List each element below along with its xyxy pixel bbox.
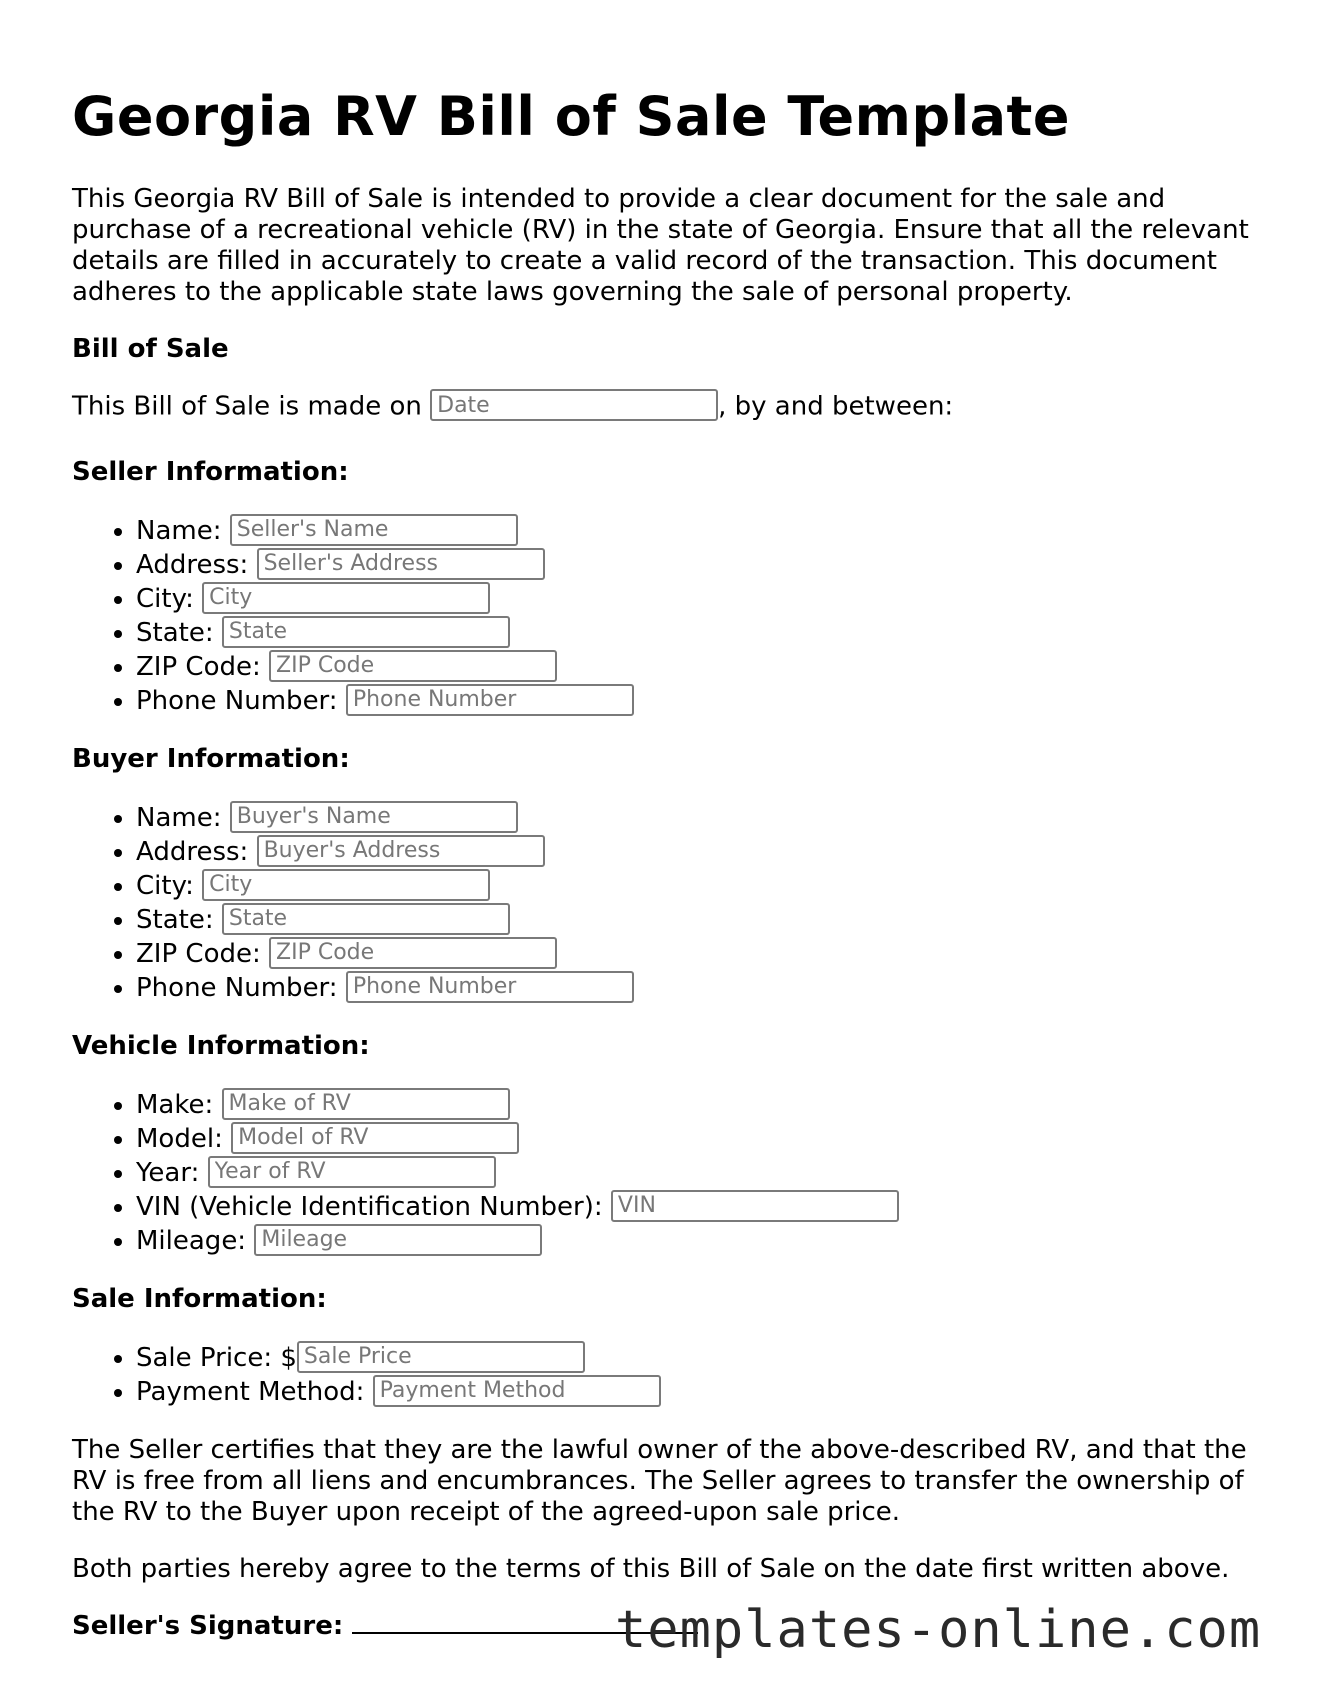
vehicle-model-item	[136, 1122, 1252, 1156]
buyer-city-item	[136, 869, 1252, 903]
made-on-text: This Bill of Sale is made on	[72, 391, 431, 422]
vehicle-make-item	[136, 1088, 1252, 1122]
watermark-text: templates-online.com	[615, 1600, 1262, 1660]
vehicle-year-item	[136, 1156, 1252, 1190]
field-label: Name:	[136, 803, 222, 834]
buyer-city-input[interactable]	[202, 869, 490, 901]
field-label: ZIP Code:	[136, 939, 261, 970]
seller-zip-input[interactable]	[269, 650, 557, 682]
field-label: Address:	[136, 550, 249, 581]
seller-address-item	[136, 548, 1252, 582]
field-label: City:	[136, 584, 194, 615]
seller-address-input[interactable]	[257, 548, 545, 580]
sale-fields-list	[72, 1341, 1252, 1409]
buyer-address-input[interactable]	[257, 835, 545, 867]
sale-price-input[interactable]	[297, 1341, 585, 1373]
field-label: Phone Number:	[136, 686, 338, 717]
seller-phone-item	[136, 684, 1252, 718]
buyer-zip-item	[136, 937, 1252, 971]
page-title: Georgia RV Bill of Sale Template	[72, 85, 1070, 148]
seller-state-input[interactable]	[222, 616, 510, 648]
seller-phone-input[interactable]	[346, 684, 634, 716]
field-label: Year:	[136, 1158, 200, 1189]
vehicle-vin-input[interactable]	[611, 1190, 899, 1222]
buyer-state-item	[136, 903, 1252, 937]
field-label: Make:	[136, 1090, 214, 1121]
field-label: ZIP Code:	[136, 652, 261, 683]
field-label: State:	[136, 905, 214, 936]
seller-city-input[interactable]	[202, 582, 490, 614]
vehicle-mileage-item	[136, 1224, 1252, 1258]
buyer-phone-item	[136, 971, 1252, 1005]
field-label: City:	[136, 871, 194, 902]
field-label: Address:	[136, 837, 249, 868]
field-label: State:	[136, 618, 214, 649]
vehicle-mileage-input[interactable]	[254, 1224, 542, 1256]
seller-fields-list	[72, 514, 1252, 718]
date-input[interactable]	[430, 389, 718, 421]
agreement-paragraph: Both parties hereby agree to the terms of this Bill of Sale on the date first written above.	[72, 1554, 1230, 1585]
buyer-zip-input[interactable]	[269, 937, 557, 969]
sale-price-item	[136, 1341, 1252, 1375]
sale-info-heading: Sale Information:	[72, 1284, 327, 1315]
vehicle-info-heading: Vehicle Information:	[72, 1031, 370, 1062]
buyer-name-item	[136, 801, 1252, 835]
seller-zip-item	[136, 650, 1252, 684]
field-label: Sale Price: $	[136, 1343, 297, 1374]
buyer-name-input[interactable]	[230, 801, 518, 833]
seller-signature-label: Seller's Signature:	[72, 1611, 344, 1642]
seller-city-item	[136, 582, 1252, 616]
certification-paragraph: The Seller certifies that they are the lawful owner of the above-described RV, and that the RV is free from all liens and encumbrances. The Seller agrees to transfer the ownership of the RV to the Buyer upon receipt of the agreed-upon sale price.	[72, 1435, 1247, 1528]
seller-name-item	[136, 514, 1252, 548]
seller-name-input[interactable]	[230, 514, 518, 546]
document-page	[72, 86, 1252, 1642]
vehicle-fields-list	[72, 1088, 1252, 1258]
buyer-fields-list	[72, 801, 1252, 1005]
field-label: Model:	[136, 1124, 223, 1155]
buyer-state-input[interactable]	[222, 903, 510, 935]
vehicle-make-input[interactable]	[222, 1088, 510, 1120]
payment-method-input[interactable]	[373, 1375, 661, 1407]
buyer-info-heading: Buyer Information:	[72, 744, 350, 775]
vehicle-model-input[interactable]	[231, 1122, 519, 1154]
made-on-suffix: , by and between:	[718, 391, 954, 422]
buyer-address-item	[136, 835, 1252, 869]
buyer-phone-input[interactable]	[346, 971, 634, 1003]
made-on-line	[72, 391, 1252, 423]
field-label: Name:	[136, 516, 222, 547]
seller-info-heading: Seller Information:	[72, 457, 349, 488]
field-label: VIN (Vehicle Identification Number):	[136, 1192, 603, 1223]
field-label: Mileage:	[136, 1226, 247, 1257]
vehicle-vin-item	[136, 1190, 1252, 1224]
seller-state-item	[136, 616, 1252, 650]
field-label: Phone Number:	[136, 973, 338, 1004]
field-label: Payment Method:	[136, 1377, 365, 1408]
vehicle-year-input[interactable]	[208, 1156, 496, 1188]
payment-method-item	[136, 1375, 1252, 1409]
bill-of-sale-heading: Bill of Sale	[72, 334, 229, 365]
intro-paragraph: This Georgia RV Bill of Sale is intended to provide a clear document for the sale and purchase of a recreational vehicle (RV) in the state of Georgia. Ensure that all the relevant details are filled in accurately to create a valid record of the transaction. This document adheres to the applicable state laws governing the sale of personal property.	[72, 184, 1249, 308]
